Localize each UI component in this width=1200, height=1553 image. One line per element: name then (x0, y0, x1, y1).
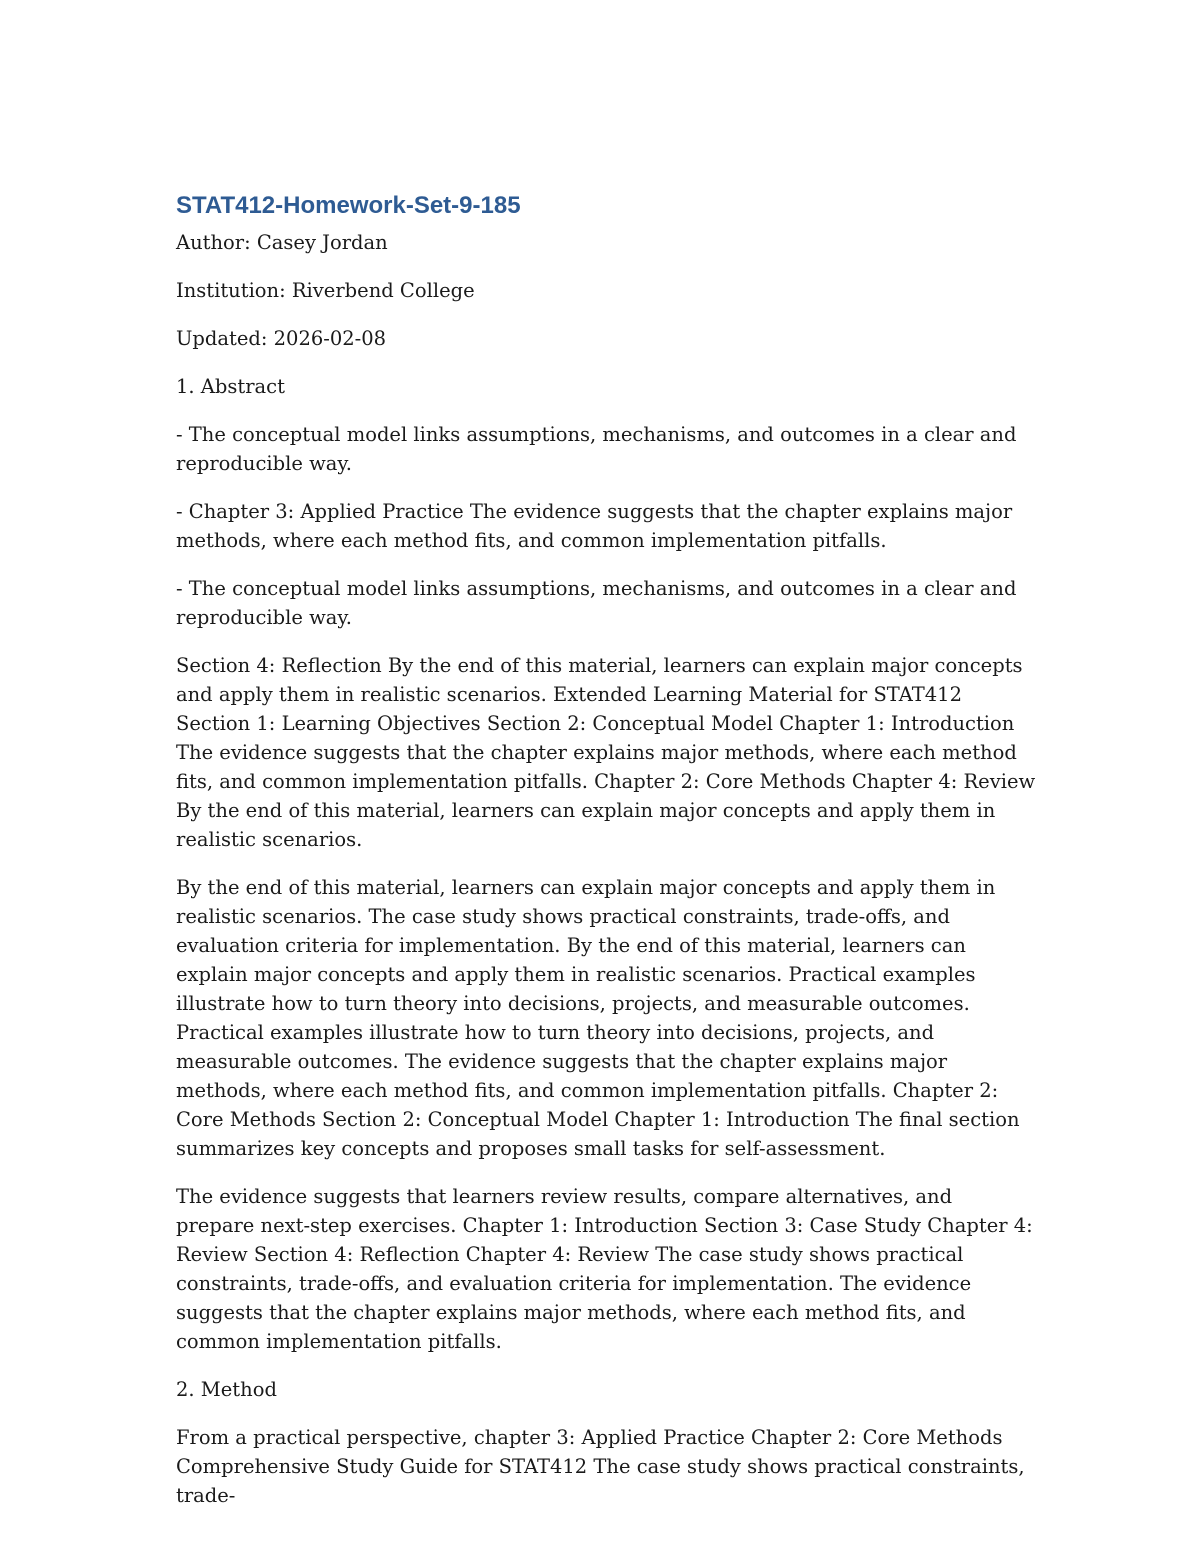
paragraph: By the end of this material, learners can explain major concepts and apply them in realistic scenarios. The case study shows practical constraints, trade-offs, and evaluation criteria for implementation. By the end of this material, learners can explain major concepts and apply them in realistic scenarios. Practical examples illustrate how to turn theory into decisions, projects, and measurable outcomes. Practical examples illustrate how to turn theory into decisions, projects, and measurable outcomes. The evidence suggests that the chapter explains major methods, where each method fits, and common implementation pitfalls. Chapter 2: Core Methods Section 2: Conceptual Model Chapter 1: Introduction The final section summarizes key concepts and proposes small tasks for self-assessment. (176, 876, 1020, 1160)
author-line: Author: Casey Jordan (176, 231, 388, 254)
paragraph: - Chapter 3: Applied Practice The evidence suggests that the chapter explains major methods, where each method fits, and common implementation pitfalls. (176, 500, 1013, 552)
document-title: STAT412-Homework-Set-9-185 (176, 192, 521, 219)
paragraph: - The conceptual model links assumptions, mechanisms, and outcomes in a clear and reproducible way. (176, 423, 1017, 475)
paragraph: From a practical perspective, chapter 3: Applied Practice Chapter 2: Core Methods Comprehensive Study Guide for STAT412 The case study shows practical constraints, trade- (176, 1426, 1025, 1507)
paragraph: Section 4: Reflection By the end of this material, learners can explain major concepts and apply them in realistic scenarios. Extended Learning Material for STAT412 Section 1: Learning Objectives Section 2: Conceptual Model Chapter 1: Introduction The evidence suggests that the chapter explains major methods, where each method fits, and common implementation pitfalls. Chapter 2: Core Methods Chapter 4: Review By the end of this material, learners can explain major concepts and apply them in realistic scenarios. (176, 654, 1036, 851)
updated-line: Updated: 2026-02-08 (176, 327, 387, 350)
section-heading-abstract: 1. Abstract (176, 375, 285, 398)
paragraph: The evidence suggests that learners review results, compare alternatives, and prepare next-step exercises. Chapter 1: Introduction Section 3: Case Study Chapter 4: Review Section 4: Reflection Chapter 4: Review The case study shows practical constraints, trade-offs, and evaluation criteria for implementation. The evidence suggests that the chapter explains major methods, where each method fits, and common implementation pitfalls. (176, 1185, 1033, 1353)
institution-line: Institution: Riverbend College (176, 279, 475, 302)
document-body (176, 190, 1036, 1529)
paragraph: - The conceptual model links assumptions, mechanisms, and outcomes in a clear and reproducible way. (176, 577, 1017, 629)
section-heading-method: 2. Method (176, 1378, 277, 1401)
